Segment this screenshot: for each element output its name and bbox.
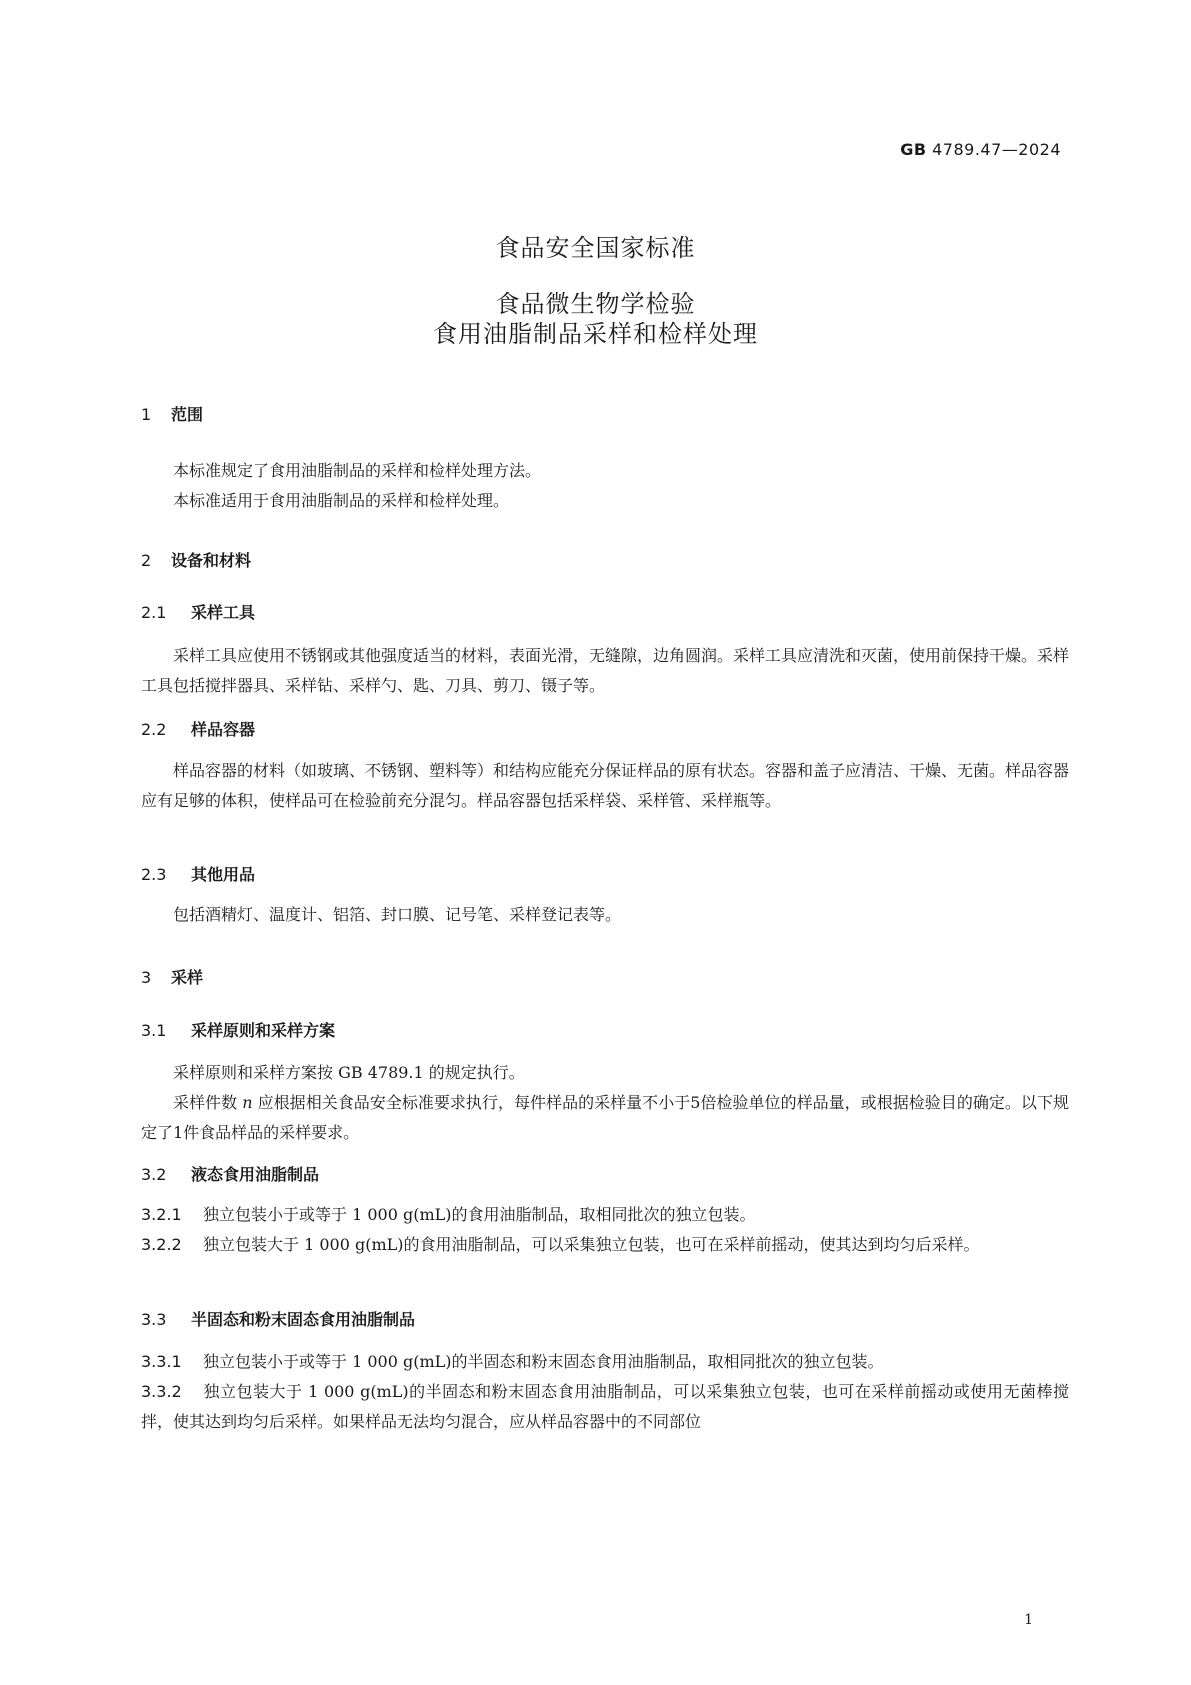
section-title: 范围 (171, 405, 204, 424)
clause-3-3-2 (141, 1377, 1069, 1437)
section-title: 采样原则和采样方案 (191, 1021, 336, 1040)
section-number: 2 (141, 551, 152, 570)
standard-code-prefix: GB (900, 140, 927, 159)
paragraph-text: 采样件数 (173, 1093, 238, 1112)
section-1-heading (141, 402, 203, 425)
variable-n: n (242, 1093, 253, 1112)
clause-text: 独立包装小于或等于 1 000 g(mL)的半固态和粉末固态食用油脂制品，取相同批次的独立包装。 (203, 1352, 884, 1371)
section-3-1-paragraph-2 (141, 1088, 1069, 1148)
section-3-heading (141, 965, 203, 988)
section-number: 2.3 (141, 865, 167, 884)
paragraph-text: 应根据相关食品安全标准要求执行，每件样品的采样量不小于5倍检验单位的样品量，或根据检验目的确定。以下规定了1件食品样品的采样要求。 (141, 1093, 1069, 1142)
section-title: 采样工具 (191, 603, 256, 622)
subtitle-line-1: 食品微生物学检验 (495, 290, 696, 318)
section-1-paragraph-1: 本标准规定了食用油脂制品的采样和检样处理方法。 (173, 461, 542, 480)
section-number: 3 (141, 968, 152, 987)
section-2-2-paragraph: 样品容器的材料（如玻璃、不锈钢、塑料等）和结构应能充分保证样品的原有状态。容器和盖子应清洁、干燥、无菌。样品容器应有足够的体积，使样品可在检验前充分混匀。样品容器包括采样袋、采样管、采样瓶等。 (141, 761, 1070, 810)
section-title: 设备和材料 (171, 551, 252, 570)
clause-3-3-1 (141, 1347, 1069, 1377)
section-3-2-heading (141, 1162, 319, 1185)
clause-text: 独立包装大于 1 000 g(mL)的半固态和粉末固态食用油脂制品，可以采集独立包装，也可在采样前摇动或使用无菌棒搅拌，使其达到均匀后采样。如果样品无法均匀混合，应从样品容器中的不同部位 (141, 1382, 1069, 1431)
section-2-2-heading (141, 717, 255, 740)
clause-number: 3.2.2 (141, 1235, 182, 1254)
section-number: 3.2 (141, 1165, 167, 1184)
section-title: 其他用品 (191, 865, 256, 884)
clause-number: 3.3.1 (141, 1352, 182, 1371)
standard-code-number: 4789.47—2024 (932, 140, 1061, 159)
clause-text: 独立包装小于或等于 1 000 g(mL)的食用油脂制品，取相同批次的独立包装。 (203, 1205, 756, 1224)
clause-3-2-2 (141, 1230, 1069, 1260)
section-3-3-heading (141, 1307, 415, 1330)
section-number: 3.1 (141, 1021, 167, 1040)
section-2-1-heading (141, 600, 255, 623)
section-number: 3.3 (141, 1310, 167, 1329)
standard-code (900, 140, 1061, 159)
section-1-paragraph-2: 本标准适用于食用油脂制品的采样和检样处理。 (173, 491, 510, 510)
section-title: 样品容器 (191, 720, 256, 739)
section-3-1-heading (141, 1018, 335, 1041)
section-title: 液态食用油脂制品 (191, 1165, 320, 1184)
page-number: 1 (1024, 1612, 1033, 1628)
section-number: 2.2 (141, 720, 167, 739)
section-title: 采样 (171, 968, 204, 987)
clause-number: 3.3.2 (141, 1382, 182, 1401)
subtitle-line-2: 食用油脂制品采样和检样处理 (433, 320, 758, 348)
clause-number: 3.2.1 (141, 1205, 182, 1224)
clause-3-2-1 (141, 1200, 1069, 1230)
section-2-3-heading (141, 862, 255, 885)
section-3-1-paragraph-1: 采样原则和采样方案按 GB 4789.1 的规定执行。 (173, 1063, 525, 1082)
section-number: 2.1 (141, 603, 167, 622)
section-title: 半固态和粉末固态食用油脂制品 (191, 1310, 416, 1329)
section-2-heading (141, 548, 251, 571)
clause-text: 独立包装大于 1 000 g(mL)的食用油脂制品，可以采集独立包装，也可在采样前摇动，使其达到均匀后采样。 (203, 1235, 980, 1254)
section-2-1-paragraph: 采样工具应使用不锈钢或其他强度适当的材料，表面光滑，无缝隙，边角圆润。采样工具应清洗和灭菌，使用前保持干燥。采样工具包括搅拌器具、采样钻、采样勺、匙、刀具、剪刀、镊子等。 (141, 646, 1070, 695)
main-title: 食品安全国家标准 (495, 234, 696, 262)
section-2-3-paragraph: 包括酒精灯、温度计、铝箔、封口膜、记号笔、采样登记表等。 (173, 905, 622, 924)
section-number: 1 (141, 405, 152, 424)
